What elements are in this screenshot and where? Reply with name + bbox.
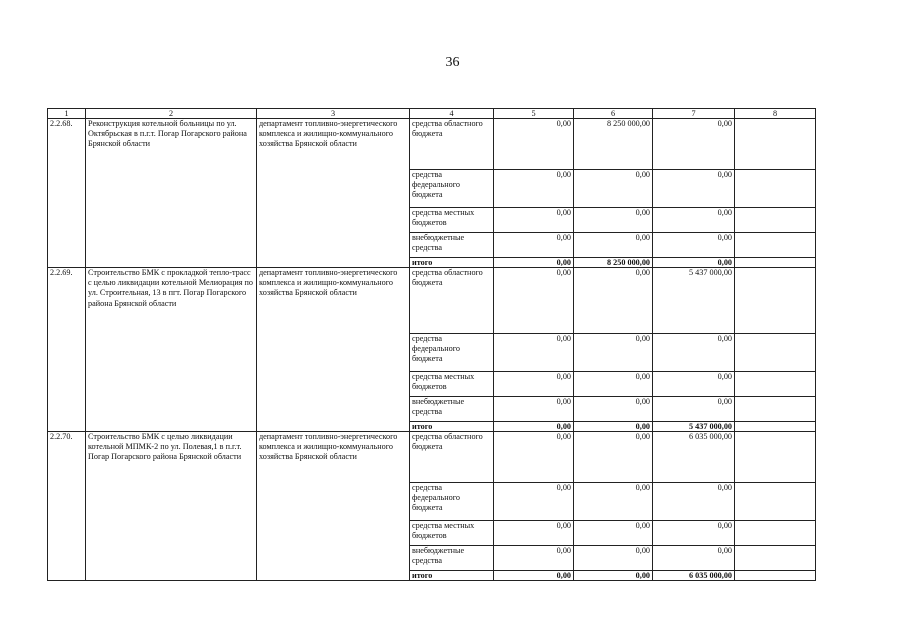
value-col8 bbox=[735, 268, 816, 334]
col-header-2: 2 bbox=[86, 109, 257, 119]
value-col8 bbox=[735, 483, 816, 521]
table-row bbox=[48, 119, 816, 170]
value-col5: 0,00 bbox=[494, 546, 574, 571]
value-col8 bbox=[735, 372, 816, 397]
header-row bbox=[48, 109, 816, 119]
value-col5: 0,00 bbox=[494, 334, 574, 372]
total-col6: 8 250 000,00 bbox=[574, 258, 653, 268]
value-col8 bbox=[735, 170, 816, 208]
item-executor: департамент топливно-энергетического комплекса и жилищно-коммунального хозяйства Брянской области bbox=[257, 119, 410, 268]
value-col6: 0,00 bbox=[574, 268, 653, 334]
value-col5: 0,00 bbox=[494, 521, 574, 546]
value-col7: 0,00 bbox=[653, 483, 735, 521]
value-col6: 8 250 000,00 bbox=[574, 119, 653, 170]
col-header-3: 3 bbox=[257, 109, 410, 119]
total-col7: 0,00 bbox=[653, 258, 735, 268]
value-col6: 0,00 bbox=[574, 521, 653, 546]
col-header-8: 8 bbox=[735, 109, 816, 119]
value-col5: 0,00 bbox=[494, 432, 574, 483]
value-col5: 0,00 bbox=[494, 233, 574, 258]
value-col5: 0,00 bbox=[494, 483, 574, 521]
value-col7: 6 035 000,00 bbox=[653, 432, 735, 483]
value-col8 bbox=[735, 546, 816, 571]
col-header-1: 1 bbox=[48, 109, 86, 119]
value-col7: 0,00 bbox=[653, 334, 735, 372]
funding-source: средства местных бюджетов bbox=[410, 208, 494, 233]
value-col8 bbox=[735, 432, 816, 483]
value-col7: 0,00 bbox=[653, 119, 735, 170]
value-col6: 0,00 bbox=[574, 397, 653, 422]
item-name: Строительство БМК с целью ликвидации котельной МПМК-2 по ул. Полевая,1 в п.г.т. Погар Погарского района Брянской области bbox=[86, 432, 257, 581]
total-col5: 0,00 bbox=[494, 571, 574, 581]
col-header-6: 6 bbox=[574, 109, 653, 119]
total-col5: 0,00 bbox=[494, 422, 574, 432]
funding-source: средства областного бюджета bbox=[410, 119, 494, 170]
value-col6: 0,00 bbox=[574, 233, 653, 258]
page-number: 36 bbox=[445, 55, 460, 70]
funding-source: внебюджетные средства bbox=[410, 397, 494, 422]
funding-source: средства местных бюджетов bbox=[410, 372, 494, 397]
item-executor: департамент топливно-энергетического комплекса и жилищно-коммунального хозяйства Брянской области bbox=[257, 432, 410, 581]
item-code: 2.2.68. bbox=[48, 119, 86, 268]
funding-source: средства областного бюджета bbox=[410, 432, 494, 483]
value-col6: 0,00 bbox=[574, 546, 653, 571]
value-col6: 0,00 bbox=[574, 334, 653, 372]
item-executor: департамент топливно-энергетического комплекса и жилищно-коммунального хозяйства Брянской области bbox=[257, 268, 410, 432]
table-row bbox=[48, 268, 816, 334]
total-col6: 0,00 bbox=[574, 571, 653, 581]
item-name: Реконструкция котельной больницы по ул. Октябрьская в п.г.т. Погар Погарского района Брянской области bbox=[86, 119, 257, 268]
total-col8 bbox=[735, 422, 816, 432]
value-col7: 0,00 bbox=[653, 208, 735, 233]
value-col5: 0,00 bbox=[494, 170, 574, 208]
item-code: 2.2.70. bbox=[48, 432, 86, 581]
value-col5: 0,00 bbox=[494, 208, 574, 233]
value-col7: 0,00 bbox=[653, 170, 735, 208]
table-row bbox=[48, 432, 816, 483]
funding-source: средства местных бюджетов bbox=[410, 521, 494, 546]
funding-source: средства областного бюджета bbox=[410, 268, 494, 334]
value-col8 bbox=[735, 119, 816, 170]
value-col5: 0,00 bbox=[494, 397, 574, 422]
col-header-5: 5 bbox=[494, 109, 574, 119]
funding-source: средства федерального бюджета bbox=[410, 483, 494, 521]
total-col6: 0,00 bbox=[574, 422, 653, 432]
value-col6: 0,00 bbox=[574, 483, 653, 521]
total-label: итого bbox=[410, 258, 494, 268]
value-col8 bbox=[735, 233, 816, 258]
total-label: итого bbox=[410, 571, 494, 581]
item-name: Строительство БМК с прокладкой тепло-трасс с целью ликвидации котельной Мелиорация по ул. Строительная, 13 в пгт. Погар Погарского района Брянской области bbox=[86, 268, 257, 432]
value-col8 bbox=[735, 521, 816, 546]
budget-table bbox=[47, 108, 816, 581]
value-col5: 0,00 bbox=[494, 268, 574, 334]
funding-source: средства федерального бюджета bbox=[410, 334, 494, 372]
funding-source: средства федерального бюджета bbox=[410, 170, 494, 208]
value-col6: 0,00 bbox=[574, 170, 653, 208]
total-col8 bbox=[735, 258, 816, 268]
value-col7: 0,00 bbox=[653, 521, 735, 546]
value-col6: 0,00 bbox=[574, 432, 653, 483]
value-col5: 0,00 bbox=[494, 372, 574, 397]
value-col6: 0,00 bbox=[574, 208, 653, 233]
value-col8 bbox=[735, 208, 816, 233]
funding-source: внебюджетные средства bbox=[410, 233, 494, 258]
col-header-7: 7 bbox=[653, 109, 735, 119]
value-col7: 0,00 bbox=[653, 546, 735, 571]
col-header-4: 4 bbox=[410, 109, 494, 119]
value-col8 bbox=[735, 334, 816, 372]
total-col8 bbox=[735, 571, 816, 581]
value-col6: 0,00 bbox=[574, 372, 653, 397]
item-code: 2.2.69. bbox=[48, 268, 86, 432]
total-col7: 6 035 000,00 bbox=[653, 571, 735, 581]
funding-source: внебюджетные средства bbox=[410, 546, 494, 571]
value-col7: 5 437 000,00 bbox=[653, 268, 735, 334]
value-col5: 0,00 bbox=[494, 119, 574, 170]
value-col7: 0,00 bbox=[653, 233, 735, 258]
total-col5: 0,00 bbox=[494, 258, 574, 268]
total-col7: 5 437 000,00 bbox=[653, 422, 735, 432]
value-col7: 0,00 bbox=[653, 372, 735, 397]
value-col8 bbox=[735, 397, 816, 422]
total-label: итого bbox=[410, 422, 494, 432]
value-col7: 0,00 bbox=[653, 397, 735, 422]
